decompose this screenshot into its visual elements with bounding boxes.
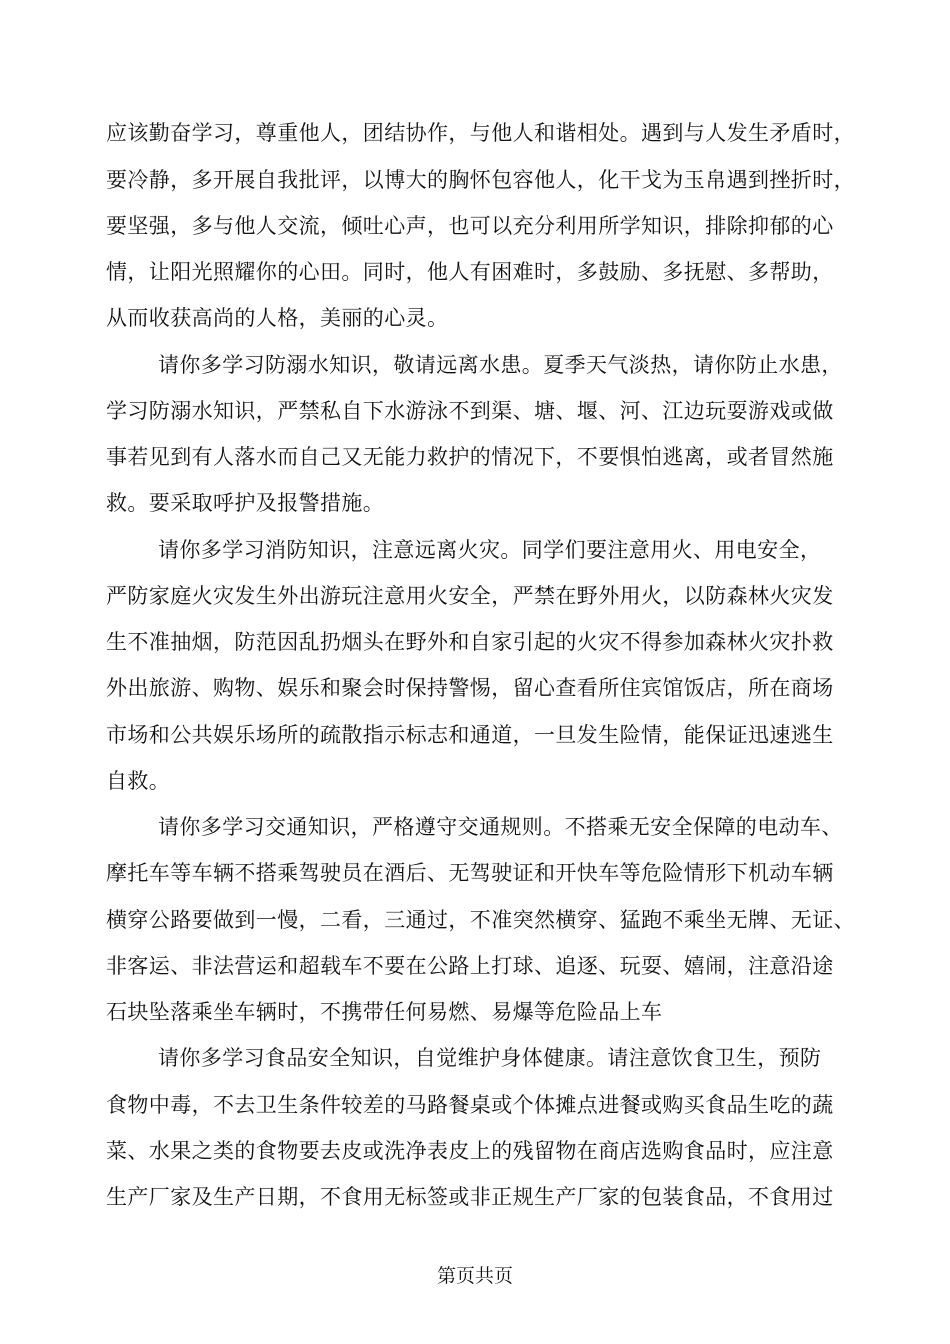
paragraph-line: 请你多学习食品安全知识，自觉维护身体健康。请注意饮食卫生，预防 (158, 1046, 822, 1070)
paragraph-line: 请你多学习防溺水知识，敬请远离水患。夏季天气淡热，请你防止水患， (158, 353, 843, 377)
paragraph-line: 横穿公路要做到一慢，二看，三通过，不准突然横穿、猛跑不乘坐无牌、无证、 (106, 908, 855, 932)
paragraph-line: 事若见到有人落水而自己又无能力救护的情况下，不要惧怕逃离，或者冒然施 (106, 445, 834, 469)
paragraph-line: 要冷静，多开展自我批评，以博大的胸怀包容他人，化干戈为玉帛遇到挫折时， (106, 168, 855, 192)
paragraph-line: 石块坠落乘坐车辆时，不携带任何易燃、易爆等危险品上车 (106, 1000, 663, 1024)
paragraph-line: 情，让阳光照耀你的心田。同时，他人有困难时，多鼓励、多抚慰、多帮助， (106, 260, 834, 284)
page-footer: 第页共页 (436, 1265, 513, 1287)
paragraph-line: 菜、水果之类的食物要去皮或洗净表皮上的残留物在商店选购食品时，应注意 (106, 1139, 834, 1163)
paragraph-line: 从而收获高尚的人格，美丽的心灵。 (106, 306, 449, 330)
paragraph-line: 生产厂家及生产日期，不食用无标签或非正规生产厂家的包装食品，不食用过 (106, 1185, 834, 1209)
paragraph-line: 生不准抽烟，防范因乱扔烟头在野外和自家引起的火灾不得参加森林火灾扑救 (106, 630, 834, 654)
paragraph-line: 自救。 (106, 769, 171, 793)
paragraph-line: 请你多学习交通知识，严格遵守交通规则。不搭乘无安全保障的电动车、 (158, 815, 843, 839)
paragraph-line: 非客运、非法营运和超载车不要在公路上打球、追逐、玩耍、嬉闹，注意沿途 (106, 954, 834, 978)
paragraph-line: 救。要采取呼护及报警措施。 (106, 491, 385, 515)
paragraph-line: 应该勤奋学习，尊重他人，团结协作，与他人和谐相处。遇到与人发生矛盾时， (106, 121, 855, 145)
paragraph-line: 外出旅游、购物、娱乐和聚会时保持警惕，留心查看所住宾馆饭店，所在商场 (106, 676, 834, 700)
paragraph-line: 食物中毒，不去卫生条件较差的马路餐桌或个体摊点进餐或购买食品生吃的蔬 (106, 1093, 834, 1117)
paragraph-line: 市场和公共娱乐场所的疏散指示标志和通道，一旦发生险情，能保证迅速逃生 (106, 723, 834, 747)
paragraph-line: 学习防溺水知识，严禁私自下水游泳不到渠、塘、堰、河、江边玩耍游戏或做 (106, 399, 834, 423)
paragraph-line: 请你多学习消防知识，注意远离火灾。同学们要注意用火、用电安全， (158, 538, 822, 562)
paragraph-line: 要坚强，多与他人交流，倾吐心声，也可以充分利用所学知识，排除抑郁的心 (106, 214, 834, 238)
paragraph-line: 摩托车等车辆不搭乘驾驶员在酒后、无驾驶证和开快车等危险情形下机动车辆 (106, 861, 834, 885)
paragraph-line: 严防家庭火灾发生外出游玩注意用火安全，严禁在野外用火，以防森林火灾发 (106, 584, 834, 608)
